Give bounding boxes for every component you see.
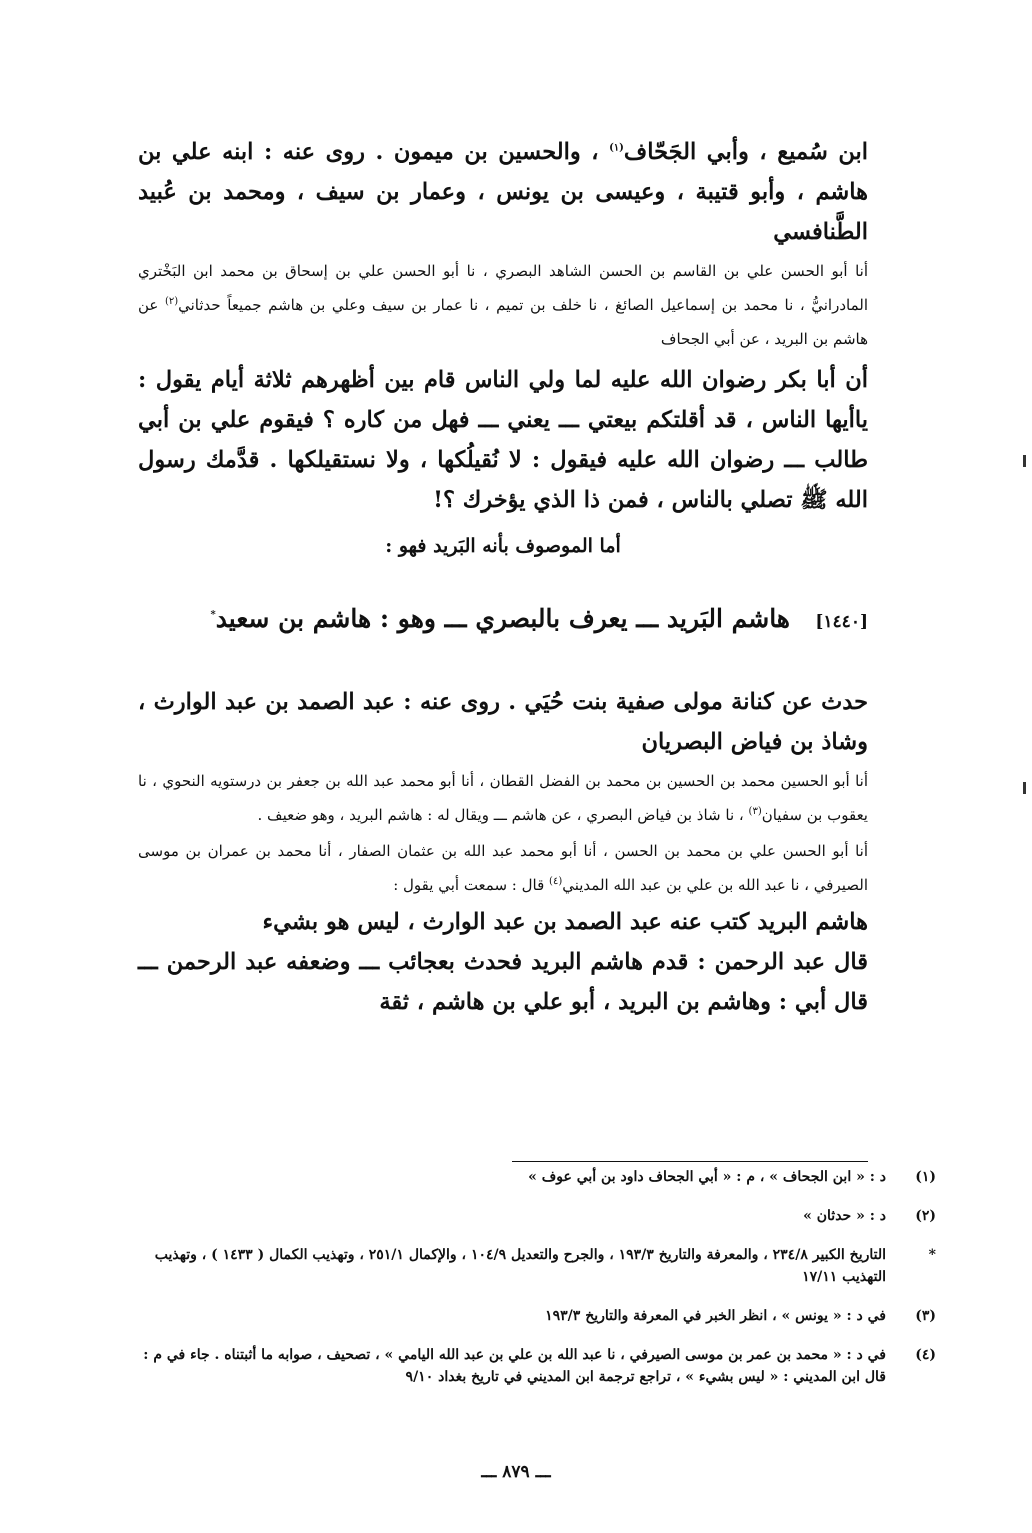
page-number: ـــ ٨٧٩ ـــ	[481, 1462, 551, 1482]
footnotes	[138, 1166, 950, 1405]
entry-title-text: هاشم البَريد ـــ يعرف بالبصري ـــ وهو : هاشم بن سعيد	[215, 604, 790, 633]
footnote-mark: (١)	[915, 1169, 936, 1185]
isnad-part-a: أنا أبو الحسن علي بن القاسم بن الحسن الشاهد البصري ، نا أبو الحسن علي بن إسحاق بن محمد ابن البَخْتري المادرانيُّ ، نا محمد بن إسماعيل الصائغ ، نا خلف بن تميم ، نا عمار بن سيف وعلي بن هاشم جميعاً حدثاني	[138, 262, 869, 314]
footnote-mark: (٣)	[915, 1308, 936, 1324]
quote-1: هاشم البريد كتب عنه عبد الصمد بن عبد الوارث ، ليس هو بشيء	[262, 909, 868, 935]
entry-number: [١٤٤٠]	[815, 612, 868, 632]
section-subheading: أما الموصوف بأنه البَريد فهو :	[385, 535, 621, 557]
footnote-mark: *	[928, 1247, 936, 1263]
footnote-text: في د : « يونس » ، انظر الخبر في المعرفة والتاريخ ١٩٣/٣	[545, 1308, 886, 1324]
footnote-text: في د : « محمد بن عمر بن موسى الصيرفي ، نا عبد الله بن علي بن عبد الله اليامي » ، تصحيف ، صوابه ما أثبتناه . جاء في م : قال ابن المديني : « ليس بشيء » ، تراجع ترجمة ابن المديني في تاريخ بغداد ٩/١٠	[143, 1347, 886, 1385]
entry-heading	[138, 604, 868, 648]
hadith-matn: أن أبا بكر رضوان الله عليه لما ولي الناس قام بين أظهرهم ثلاثة أيام يقول : ياأيها الناس ، قد أقلتكم بيعتي ـــ يعني ـــ فهل من كاره ؟ فيقوم علي بن أبي طالب ـــ رضوان الله عليه فيقول : لا نُقيلُكها ، ولا نستقيلكها . قدَّمك رسول الله ﷺ تصلي بالناس ، فمن ذا الذي يؤخرك ؟!	[138, 367, 868, 513]
footnote-ref-3[interactable]: (٣)	[748, 806, 762, 817]
biography-text	[138, 132, 868, 252]
footnote-4	[138, 1344, 950, 1388]
footnote-mark: (٢)	[915, 1208, 936, 1224]
footnote-ref-2[interactable]: (٢)	[164, 296, 179, 307]
margin-mark	[1023, 782, 1026, 794]
footnote-star	[138, 1244, 950, 1288]
main-text	[138, 132, 868, 1022]
footnote-ref-1[interactable]: (١)	[609, 142, 624, 154]
footnote-3	[138, 1305, 950, 1327]
quote-2: قال عبد الرحمن : قدم هاشم البريد فحدث بعجائب ـــ وضعفه عبد الرحمن ـــ قال أبي : وهاشم بن البريد ، أبو علي بن هاشم ، ثقة	[138, 949, 868, 1015]
footnote-2	[138, 1205, 950, 1227]
entry-isnad-2	[138, 834, 868, 902]
entry-title	[210, 604, 790, 633]
footnote-separator	[512, 1161, 868, 1162]
footnote-text: د : « ابن الجحاف » ، م : « أبي الجحاف داود بن أبي عوف »	[528, 1169, 886, 1185]
biography-line-1: ابن سُميع ، وأبي الجَحّاف	[623, 139, 869, 165]
biography-line-2: ، والحسين بن ميمون . روى عنه : ابنه علي بن هاشم ، وأبو قتيبة ، وعيسى بن يونس ، وعمار بن سيف ، ومحمد بن عُبيد الطَّنافسي	[138, 139, 868, 245]
footnote-text: التاريخ الكبير ٢٣٤/٨ ، والمعرفة والتاريخ ١٩٣/٣ ، والجرح والتعديل ١٠٤/٩ ، والإكمال ٢٥١/١ ، وتهذيب الكمال ( ١٤٣٣ ) ، وتهذيب التهذيب ١٧/١١	[154, 1247, 886, 1285]
isnad-chain	[138, 254, 868, 356]
footnote-mark: (٤)	[915, 1347, 936, 1363]
entry-isnad-1b: ، نا شاذ بن فياض البصري ، عن هاشم ـــ ويقال له : هاشم البريد ، وهو ضعيف .	[257, 806, 744, 824]
entry-isnad-1a: أنا أبو الحسين محمد بن الحسين بن محمد بن الفضل القطان ، أنا أبو محمد عبد الله بن جعفر بن درستويه النحوي ، نا يعقوب بن سفيان	[138, 772, 868, 824]
entry-intro: حدث عن كنانة مولى صفية بنت حُيَي . روى عنه : عبد الصمد بن عبد الوارث ، وشاذ بن فياض البصريان	[138, 689, 868, 755]
footnote-text: د : « حدثان »	[803, 1208, 886, 1224]
isnad-part-b: عن هاشم بن البريد ، عن أبي الجحاف	[138, 296, 868, 348]
entry-body	[138, 682, 868, 1022]
footnote-1	[138, 1166, 950, 1188]
entry-isnad-1	[138, 764, 868, 832]
entry-star[interactable]: *	[210, 609, 216, 621]
footnote-ref-4[interactable]: (٤)	[549, 876, 563, 887]
entry-isnad-2b: قال : سمعت أبي يقول :	[393, 876, 550, 894]
entry-isnad-2a: أنا أبو الحسن علي بن محمد بن الحسن ، أنا أبو محمد عبد الله بن عثمان الصفار ، أنا محمد بن عمران بن موسى الصيرفي ، نا عبد الله بن علي بن عبد الله المديني	[138, 842, 868, 894]
margin-mark	[1023, 455, 1026, 467]
